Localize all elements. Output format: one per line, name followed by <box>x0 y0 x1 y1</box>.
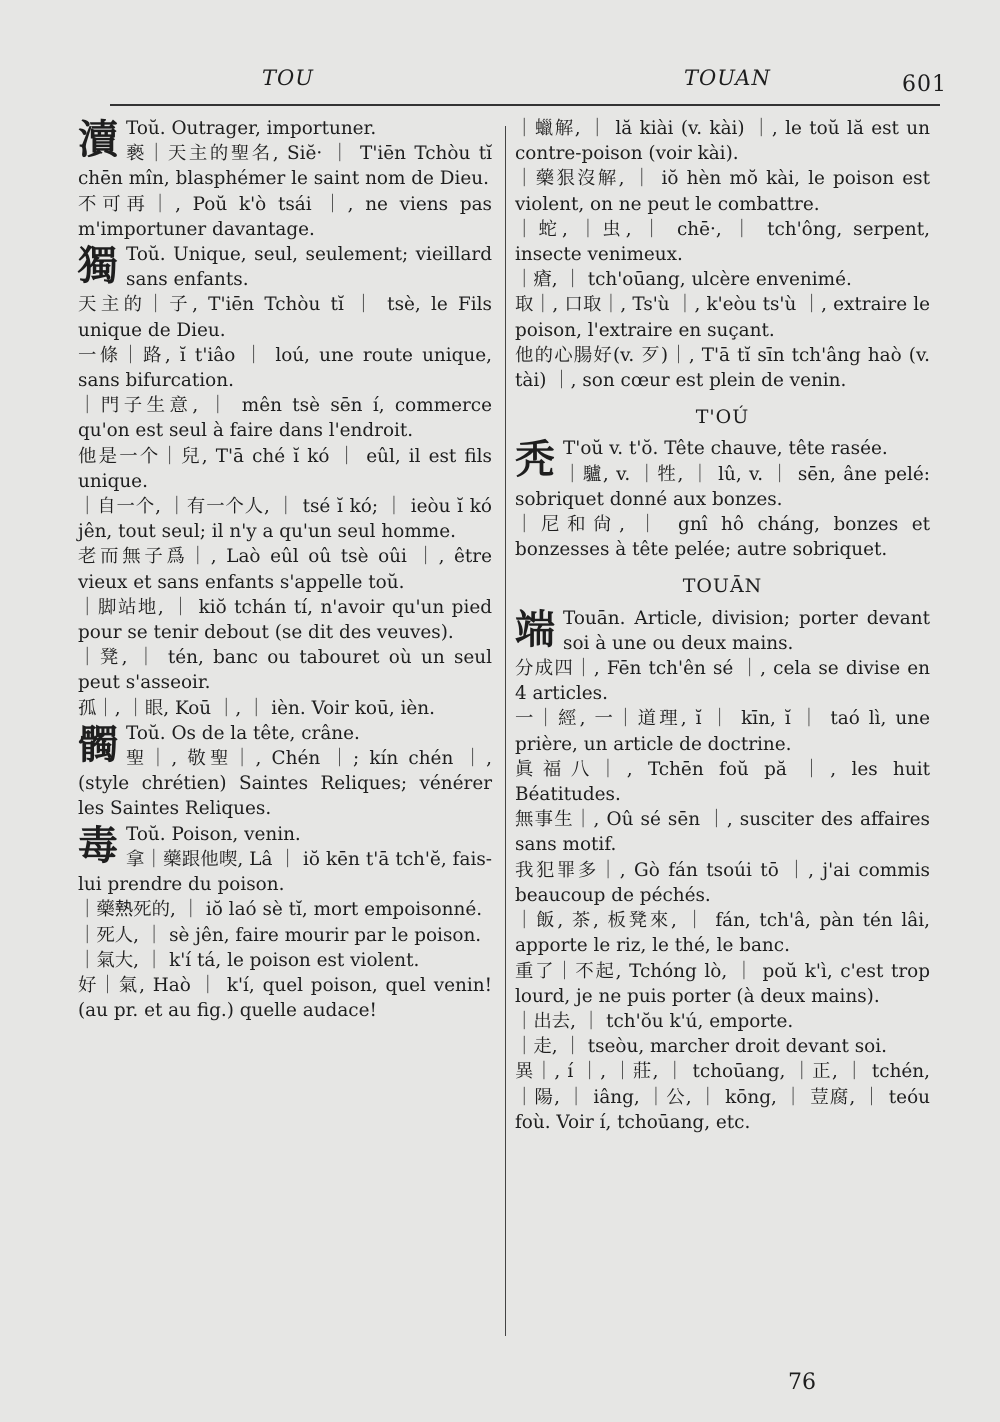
sub-entry <box>515 757 930 807</box>
entry-text: ｜瘡, ｜ tch'oūang, ulcère envenimé. <box>515 269 852 291</box>
entry-text: 孤｜, ｜眼, Koū ｜, ｜ ièn. Voir koū, ièn. <box>78 697 435 719</box>
sub-entry <box>515 959 930 1009</box>
entry-text: ｜自一个, ｜有一个人, ｜ tsé ĭ kó; ｜ ieòu ĭ kó jên, tout seul; il n'y a qu'un seul homme. <box>78 496 492 543</box>
entry-text: 分成四｜, Fēn tch'ên sé ｜, cela se divise en 4 articles. <box>515 658 930 705</box>
head-entry <box>78 242 492 292</box>
signature-mark: 76 <box>788 1370 816 1395</box>
entry-text: 老而無子爲｜, Laò eûl oû tsè oûi ｜, être vieux et sans enfants s'appelle toŭ. <box>78 546 492 593</box>
sub-entry <box>515 656 930 706</box>
entry-text: ｜蛇, ｜虫, ｜ chē·, ｜ tch'ông, serpent, insecte venimeux. <box>515 218 930 266</box>
entry-text: 褻｜天主的聖名, Siĕ· ｜ T'iēn Tchòu tĭ chēn mîn, blasphémer le saint nom de Dieu. <box>78 143 492 190</box>
page-number: 601 <box>902 72 947 97</box>
entry-text: 天主的｜子, T'iēn Tchòu tĭ ｜ tsè, le Fils unique de Dieu. <box>78 294 492 341</box>
entry-text: 不可再｜, Poŭ k'ò tsái ｜, ne viens pas m'importuner davantage. <box>78 193 492 240</box>
head-character: 髑 <box>78 721 118 768</box>
head-entry <box>78 822 492 869</box>
sub-entry <box>78 948 492 973</box>
sub-entry <box>78 544 492 594</box>
entry-text: ｜凳, ｜ tén, banc ou tabouret où un seul peut s'asseoir. <box>78 647 492 694</box>
sub-entry <box>515 1034 930 1059</box>
entry-text: Toŭ. Unique, seul, seulement; vieillard sans enfants. <box>126 244 492 291</box>
head-character: 瀆 <box>78 117 118 163</box>
entry-text: 我犯罪多｜, Gò fán tsoúi tō ｜, j'ai commis beaucoup de péchés. <box>515 859 930 906</box>
entry-text: Toŭ. Outrager, importuner. <box>126 118 377 139</box>
entry-text: ｜走, ｜ tseòu, marcher droit devant soi. <box>515 1036 887 1058</box>
entry-text: 一｜經, 一｜道理, ĭ ｜ kīn, ĭ ｜ taó lì, une prière, un article de doctrine. <box>515 708 930 755</box>
entry-text: 異｜, í ｜, ｜莊, ｜ tchoūang, ｜正, ｜ tchén, ｜陽, ｜ iâng, ｜公, ｜ kōng, ｜ 荳腐, ｜ teóu foù. Voir í, tchoūang, etc. <box>515 1061 930 1133</box>
head-entry <box>515 436 930 484</box>
section-heading: TOUĀN <box>682 575 763 598</box>
entry-text: 眞福八｜, Tchēn foŭ pă ｜, les huit Béatitudes. <box>515 758 930 806</box>
sub-entry <box>515 292 930 342</box>
entry-text: T'oŭ v. t'ŏ. Tête chauve, tête rasée. <box>563 438 888 460</box>
running-head-right: TOUAN <box>684 66 771 90</box>
entry-text: 他的心腸好(v. 歹)｜, T'ā tĭ sīn tch'âng haò (v. tài) ｜, son cœur est plein de venin. <box>515 344 930 392</box>
sub-entry <box>78 292 492 342</box>
sub-entry <box>78 343 492 393</box>
entry-text: ｜脚站地, ｜ kiŏ tchán tí, n'avoir qu'un pied pour se tenir debout (se dit des veuves). <box>78 596 492 644</box>
entry-text: Touān. Article, division; porter devant soi à une ou deux mains. <box>563 607 930 654</box>
right-column <box>515 116 930 1135</box>
entry-text: Toŭ. Os de la tête, crâne. <box>126 722 360 744</box>
left-column <box>78 116 492 1023</box>
entry-text: 一條｜路, ĭ t'iâo ｜ loú, une route unique, sans bifurcation. <box>78 344 492 392</box>
entry-text: 他是一个｜兒, T'ā ché ĭ kó ｜ eûl, il est fils unique. <box>78 445 492 492</box>
head-character: 獨 <box>78 243 118 290</box>
sub-entry <box>78 393 492 443</box>
entry-text: ｜出去, ｜ tch'ŏu k'ú, emporte. <box>515 1010 794 1032</box>
sub-entry <box>78 973 492 1023</box>
head-entry <box>515 606 930 656</box>
sub-entry <box>515 908 930 958</box>
head-entry <box>78 721 492 768</box>
sub-entry <box>515 343 930 393</box>
entry-text: 無事生｜, Oû sé sēn ｜, susciter des affaires sans motif. <box>515 809 930 856</box>
head-character: 毒 <box>78 822 118 869</box>
sub-entry <box>515 706 930 756</box>
sub-entry <box>515 1009 930 1034</box>
sub-entry <box>78 923 492 948</box>
entry-text: ｜驢, v. ｜牲, ｜ lû, v. ｜ sēn, âne pelé: sobriquet donné aux bonzes. <box>515 463 930 510</box>
entry-text: 好｜氣, Haò ｜ k'í, quel poison, quel venin! (au pr. et au fig.) quelle audace! <box>78 974 492 1022</box>
entry-text: 重了｜不起, Tchóng lò, ｜ poŭ k'ì, c'est trop lourd, je ne puis porter (à deux mains). <box>515 960 930 1007</box>
entry-text: Toŭ. Poison, venin. <box>126 823 301 845</box>
entry-text: ｜氣大, ｜ k'í tá, le poison est violent. <box>78 949 420 971</box>
sub-entry <box>515 858 930 908</box>
sub-entry <box>78 141 492 191</box>
sub-entry <box>515 217 930 267</box>
entry-text: 聖｜, 敬聖｜, Chén ｜; kín chén ｜, (style chrétien) Saintes Reliques; vénérer les Saintes Reliques. <box>78 748 492 820</box>
sub-entry <box>515 116 930 166</box>
sub-entry <box>78 847 492 897</box>
sub-entry <box>515 807 930 857</box>
sub-entry <box>78 595 492 645</box>
sub-entry <box>515 166 930 216</box>
entry-text: ｜尼和尙, ｜ gnî hô cháng, bonzes et bonzesses à tête pelée; autre sobriquet. <box>515 514 930 561</box>
section-heading: T'OÚ <box>695 406 750 429</box>
sub-entry <box>515 462 930 512</box>
running-head-left: TOU <box>262 66 314 90</box>
entry-text: ｜藥𤍠死的, ｜ iŏ laó sè tĭ, mort empoisonné. <box>78 899 483 921</box>
sub-entry <box>78 494 492 544</box>
entry-text: ｜蠟解, ｜ lă kiài (v. kài) ｜, le toŭ lă est un contre-poison (voir kài). <box>515 118 930 165</box>
entry-text: ｜飯, 茶, 板凳來, ｜ fán, tch'â, pàn tén lâi, apporte le riz, le thé, le banc. <box>515 910 930 957</box>
head-entry <box>78 116 492 163</box>
entry-text: ｜門子生意, ｜ mên tsè sēn í, commerce qu'on est seul à faire dans l'endroit. <box>78 395 492 442</box>
sub-entry <box>78 192 492 242</box>
sub-entry <box>515 267 930 292</box>
sub-entry <box>78 645 492 695</box>
entry-text: ｜藥狠沒解, ｜ iŏ hèn mŏ kài, le poison est violent, on ne peut le combattre. <box>515 168 930 215</box>
sub-entry <box>78 444 492 494</box>
head-character: 秃 <box>515 437 555 484</box>
entry-text: 取｜, 口取｜, Ts'ù ｜, k'eòu ts'ù ｜, extraire le poison, l'extraire en suçant. <box>515 294 930 341</box>
entry-text: 拿｜藥跟他喫, Lâ ｜ iŏ kēn t'ā tch'ĕ, fais-lui prendre du poison. <box>78 848 492 896</box>
sub-entry <box>515 512 930 562</box>
header-rule <box>110 104 940 106</box>
sub-entry <box>78 696 492 721</box>
entry-text: ｜死人, ｜ sè jên, faire mourir par le poison. <box>78 924 482 946</box>
sub-entry <box>515 1059 930 1135</box>
sub-entry <box>78 746 492 822</box>
column-divider <box>505 126 506 1336</box>
head-character: 端 <box>515 606 555 653</box>
sub-entry <box>78 897 492 922</box>
